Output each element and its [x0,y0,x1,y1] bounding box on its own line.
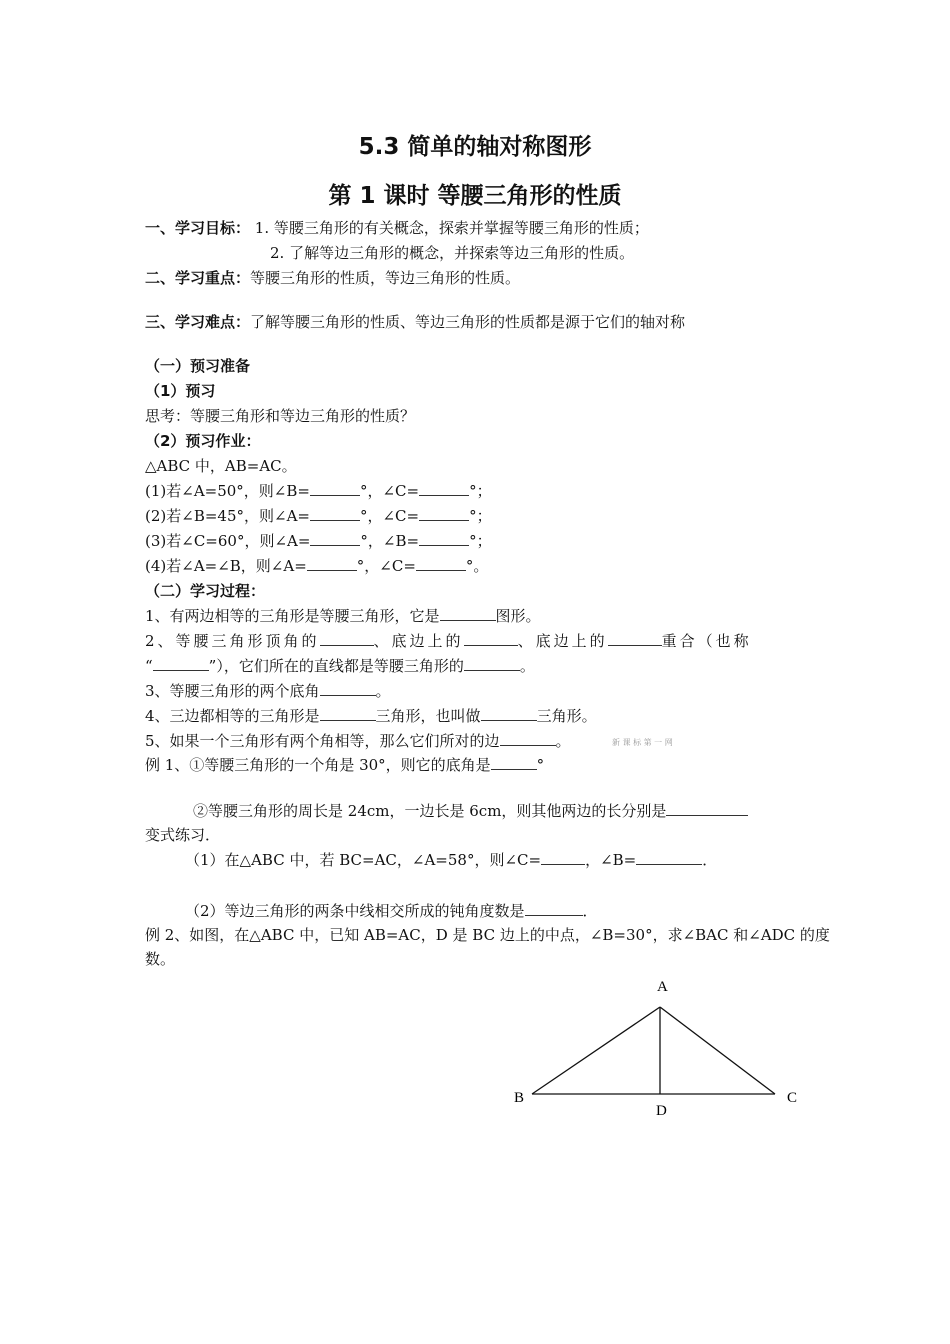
ex1a-a: 例 1、①等腰三角形的一个角是 30°，则它的底角是 [145,756,491,774]
q3-mid: °，∠B= [360,532,420,550]
v1-b: ，∠B= [585,851,637,869]
p1-b: 图形。 [495,607,541,625]
difficulty-label: 三、学习难点： [145,313,251,331]
label-a: A [657,979,668,995]
variant-2 [185,901,598,921]
ex1b-blank[interactable] [666,801,748,816]
p3-a: 3、等腰三角形的两个底角 [145,682,320,700]
q4-mid: °，∠C= [356,557,416,575]
q2-post: °； [469,507,492,525]
q4-pre: (4)若∠A=∠B，则∠A= [145,557,307,575]
prep-sub1: （1）预习 [145,382,216,400]
q2-mid: °，∠C= [359,507,420,525]
q2-blank-1[interactable] [310,506,360,521]
v2-b: ． [582,902,598,920]
variant-1 [185,850,717,870]
ex1a-blank[interactable] [491,755,537,770]
p5-b: 。 [555,732,571,750]
side-ab [532,1007,660,1094]
prep-question-4 [145,556,488,576]
p2-d: 重合（也称 [661,632,752,650]
label-b: B [514,1090,525,1106]
difficulty-text: 了解等腰三角形的性质、等边三角形的性质都是源于它们的轴对称 [250,313,686,331]
label-d: D [656,1103,667,1119]
p2b-blank-1[interactable] [153,656,209,671]
example-2-line-2: 数。 [145,950,176,968]
p3-blank[interactable] [320,681,376,696]
p2-blank-2[interactable] [464,631,518,646]
prep-sub2: （2）预习作业： [145,432,261,450]
watermark-text: 新 课 标 第 一 网 [612,738,673,747]
q3-pre: (3)若∠C=60°，则∠A= [145,532,311,550]
v2-blank[interactable] [525,901,583,916]
p5-a: 5、如果一个三角形有两个角相等，那么它们所对的边 [145,732,500,750]
process-item-4 [145,706,597,726]
q1-blank-1[interactable] [310,481,360,496]
page-title: 5.3 简单的轴对称图形 [358,134,592,160]
given-condition: △ABC 中，AB=AC。 [145,457,297,475]
q4-post: °。 [465,557,489,575]
p4-c: 三角形。 [536,707,597,725]
q1-post: °； [469,482,492,500]
q2-pre: (2)若∠B=45°，则∠A= [145,507,310,525]
p1-a: 1、有两边相等的三角形是等腰三角形，它是 [145,607,440,625]
process-item-3 [145,681,391,701]
p2-c: 、底边上的 [517,632,608,650]
objectives-label: 一、学习目标： [145,219,251,237]
q4-blank-1[interactable] [307,556,357,571]
key-points-label: 二、学习重点： [145,269,251,287]
label-c: C [787,1090,798,1106]
example-1b [193,801,748,821]
p2-blank-1[interactable] [320,631,374,646]
process-item-1 [145,606,541,626]
page-subtitle: 第 1 课时 等腰三角形的性质 [328,183,622,209]
p3-b: 。 [375,682,391,700]
q3-post: °； [469,532,492,550]
p2b-a: “ [145,657,153,675]
process-item-2b [145,656,535,676]
v1-blank-2[interactable] [636,850,702,865]
q1-mid: °，∠C= [359,482,420,500]
ex1b-a: ②等腰三角形的周长是 24cm，一边长是 6cm，则其他两边的长分别是 [193,802,667,820]
p2b-b: ”），它们所在的直线都是等腰三角形的 [208,657,464,675]
p2-blank-3[interactable] [608,631,662,646]
objectives-line-1 [145,218,649,238]
q2-blank-2[interactable] [419,506,469,521]
key-points-line [145,268,520,288]
p4-b: 三角形，也叫做 [375,707,481,725]
v1-a: （1）在△ABC 中，若 BC=AC，∠A=58°，则∠C= [185,851,542,869]
prep-question-2 [145,506,492,526]
q3-blank-1[interactable] [310,531,360,546]
p5-blank[interactable] [500,731,556,746]
prep-question-1 [145,481,492,501]
p4-blank-1[interactable] [320,706,376,721]
p2b-blank-2[interactable] [464,656,520,671]
p4-blank-2[interactable] [481,706,537,721]
triangle-figure [500,970,820,1130]
p4-a: 4、三边都相等的三角形是 [145,707,320,725]
example-1a [145,755,544,775]
difficulty-line [145,312,685,332]
think-question: 思考：等腰三角形和等边三角形的性质？ [145,407,416,425]
process-heading: （二）学习过程： [145,582,266,600]
q4-blank-2[interactable] [416,556,466,571]
p2-a: 2、等腰三角形顶角的 [145,632,320,650]
v1-blank-1[interactable] [541,850,585,865]
example-2-line-1: 例 2、如图，在△ABC 中，已知 AB=AC，D 是 BC 边上的中点，∠B=30°，求∠BAC 和∠ADC 的度 [145,926,830,944]
v1-c: ． [702,851,718,869]
v2-a: （2）等边三角形的两条中线相交所成的钝角度数是 [185,902,525,920]
prep-question-3 [145,531,492,551]
variant-heading: 变式练习． [145,826,221,844]
key-points-text: 等腰三角形的性质，等边三角形的性质。 [250,269,521,287]
p2-b: 、底边上的 [373,632,464,650]
process-item-2 [145,631,752,651]
q1-pre: (1)若∠A=50°，则∠B= [145,482,310,500]
process-item-5 [145,731,571,751]
prep-heading: （一）预习准备 [145,357,251,375]
p1-blank[interactable] [440,606,496,621]
objective-1: 1. 等腰三角形的有关概念，探索并掌握等腰三角形的性质； [254,219,649,237]
ex1a-b: ° [536,756,545,774]
objective-2: 2. 了解等边三角形的概念，并探索等边三角形的性质。 [270,244,635,262]
q3-blank-2[interactable] [419,531,469,546]
side-ac [660,1007,775,1094]
p2b-c: 。 [519,657,535,675]
q1-blank-2[interactable] [419,481,469,496]
